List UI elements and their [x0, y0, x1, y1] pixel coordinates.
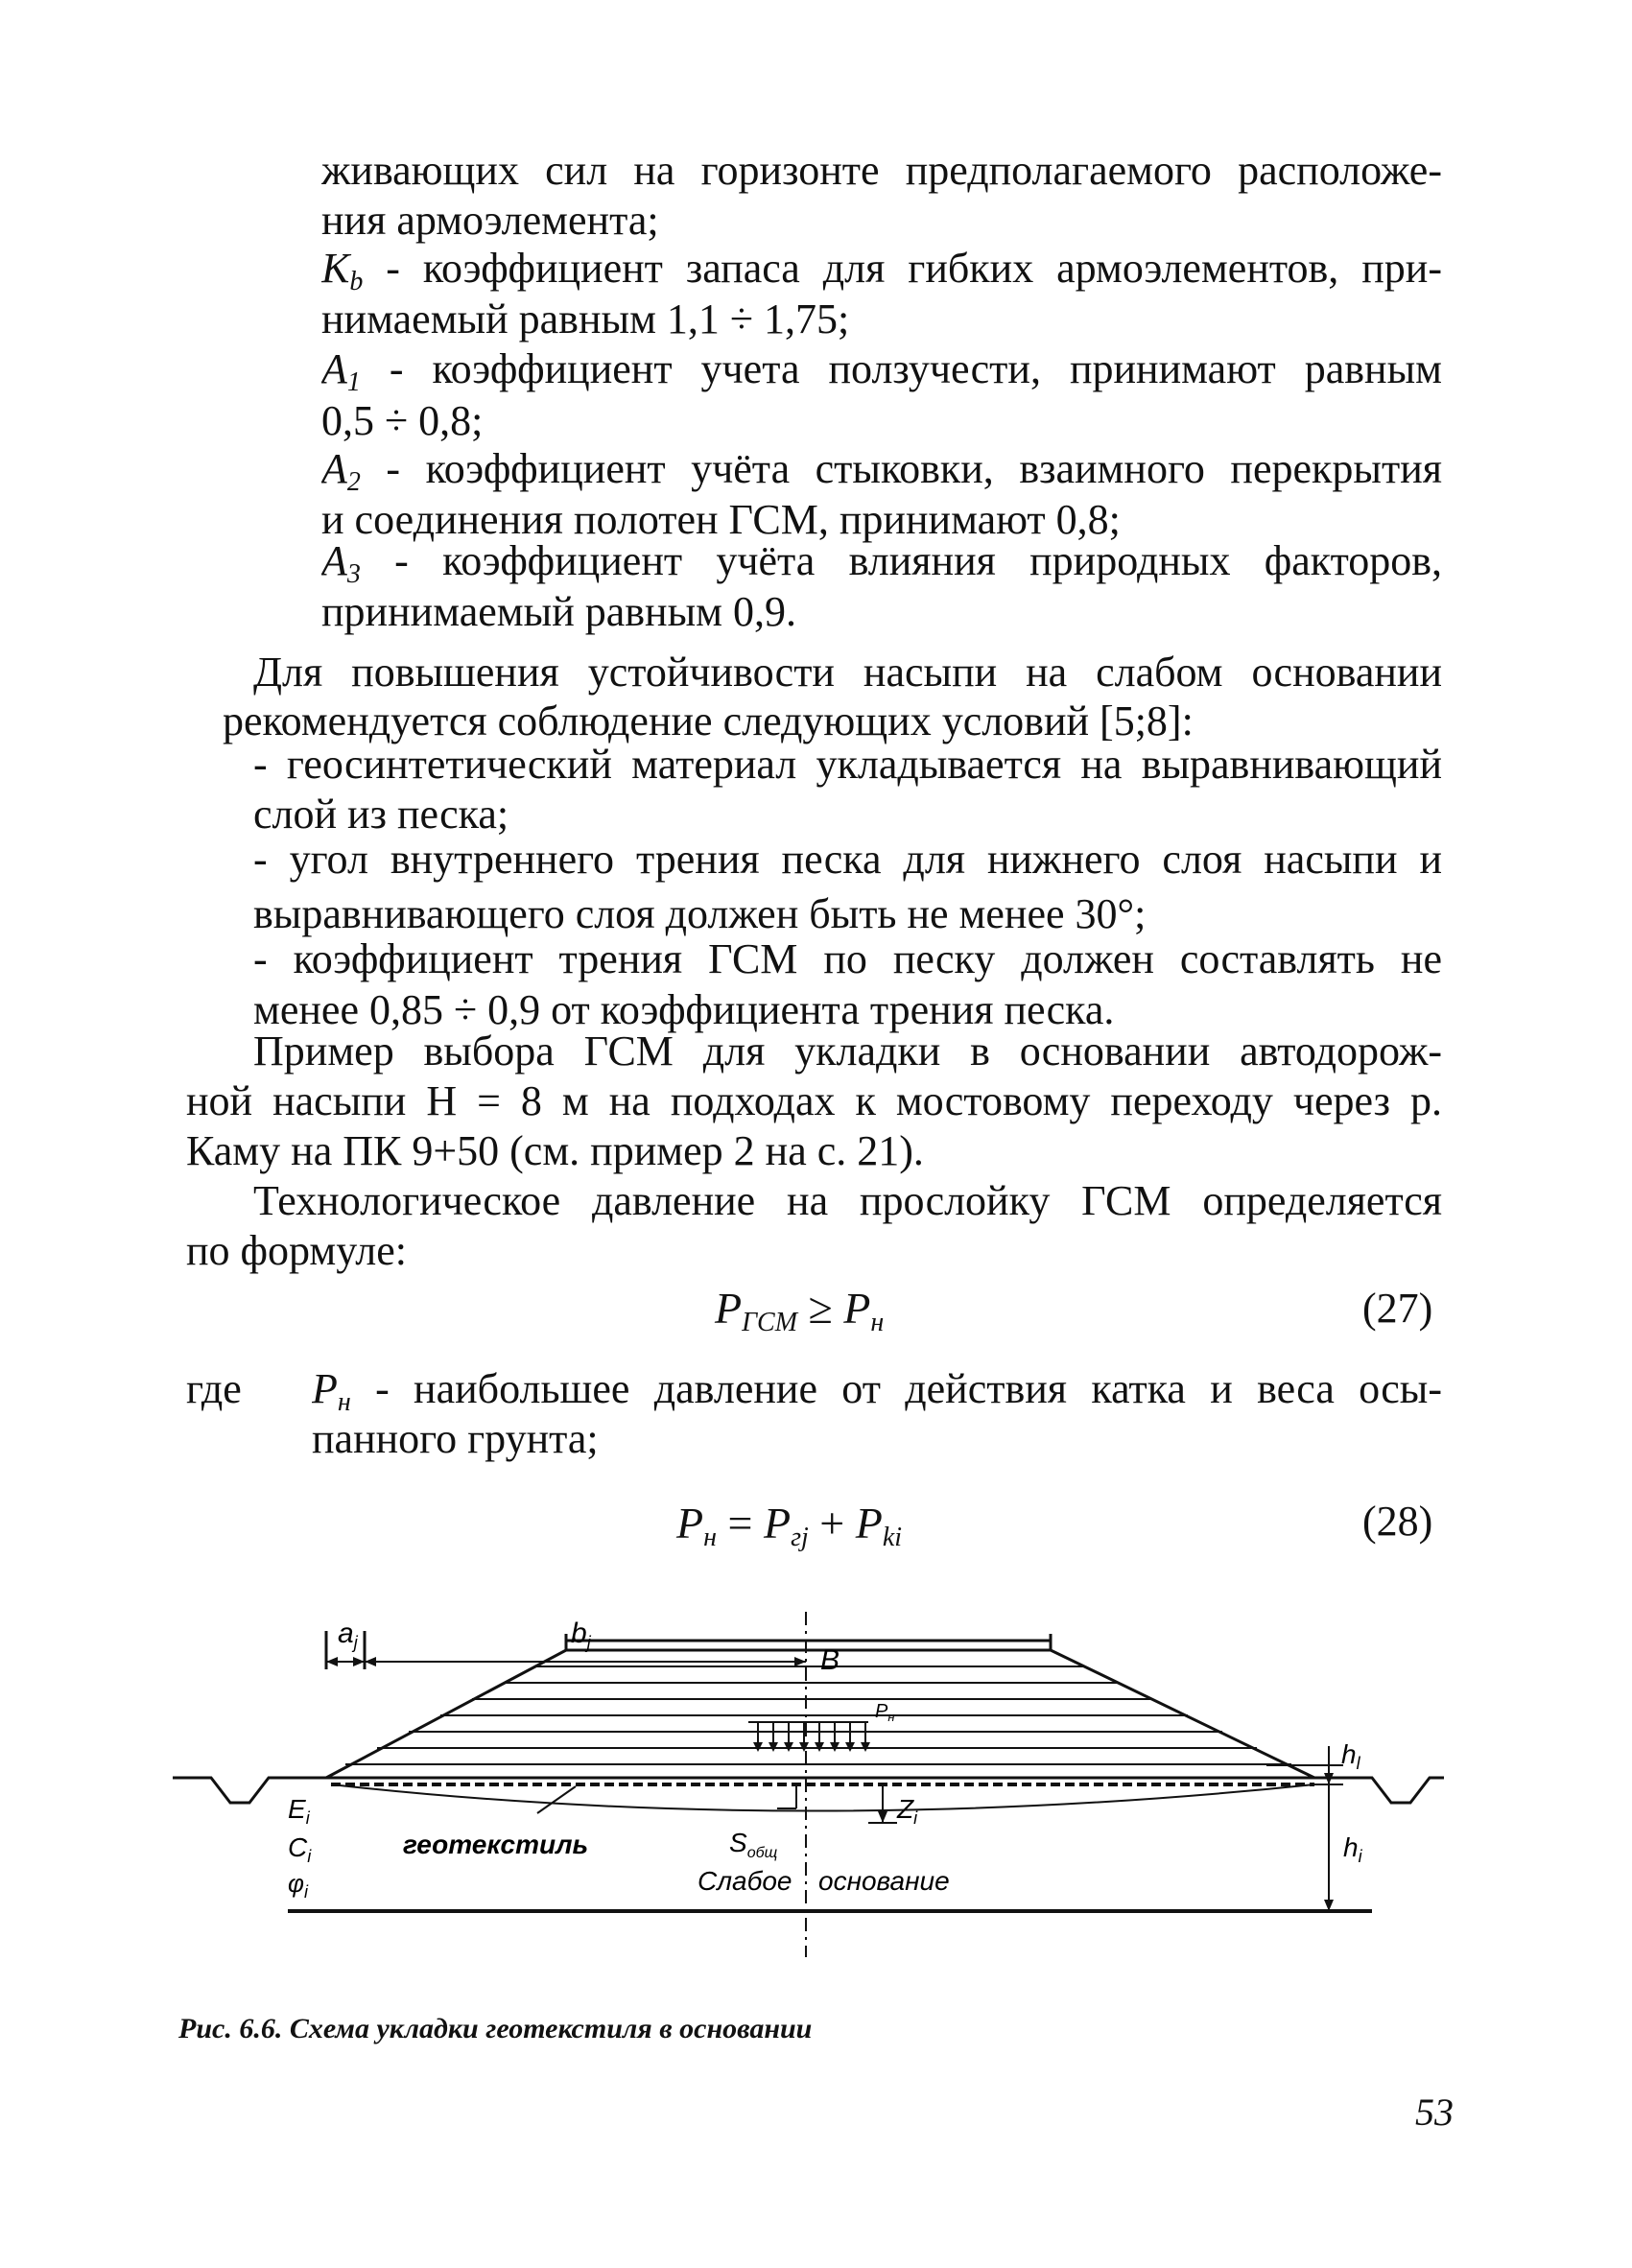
paragraph-line: Пример выбора ГСМ для укладки в основании автодорож-: [253, 1028, 1442, 1075]
where-definition: $P_н$ - наибольшее давление от действия катка и веса осы-: [312, 1365, 1442, 1414]
formula-28: $P_н = P_{гj} + P_{ki}$: [676, 1499, 903, 1552]
label-phi: $\varphi_i$: [288, 1869, 308, 1902]
label-B: B: [820, 1644, 840, 1676]
definition-a1-cont: 0,5 ÷ 0,8;: [321, 397, 484, 444]
equation-number: (28): [1362, 1498, 1433, 1545]
label-weak: Слабое: [698, 1866, 792, 1896]
label-Z: $Z_i$: [897, 1794, 918, 1828]
definition-a3: $A_3$ - коэффициент учёта влияния природных факторов,: [321, 537, 1442, 586]
label-hl: $h_l$: [1341, 1739, 1360, 1773]
page-number: 53: [1415, 2091, 1454, 2134]
paragraph-line: живающих сил на горизонте предполагаемого расположе-: [321, 147, 1442, 194]
label-C: $C_i$: [288, 1832, 312, 1866]
figure-caption: Рис. 6.6. Схема укладки геотекстиля в основании: [178, 2013, 813, 2044]
label-S: $S_{общ}$: [729, 1828, 778, 1861]
condition-line: - геосинтетический материал укладывается на выравнивающий: [253, 741, 1442, 788]
settlement-curve: [331, 1784, 1314, 1811]
paragraph-line: ной насыпи H = 8 м на подходах к мостовому переходу через р.: [186, 1077, 1442, 1124]
where-word: где: [186, 1365, 242, 1412]
condition-line: выравнивающего слоя должен быть не менее 30°;: [253, 890, 1147, 937]
formula-27: $P_{ГСМ} \ge P_н$: [715, 1284, 885, 1337]
condition-line: менее 0,85 ÷ 0,9 от коэффициента трения песка.: [253, 986, 1115, 1033]
paragraph-line: Для повышения устойчивости насыпи на слабом основании: [253, 649, 1442, 696]
paragraph-line: Технологическое давление на прослойку ГСМ определяется: [253, 1177, 1442, 1224]
label-geotextile: геотекстиль: [403, 1830, 589, 1859]
label-a: $a_j$: [338, 1618, 358, 1652]
label-b: $b_j$: [571, 1618, 591, 1652]
ground-line-right: [1314, 1778, 1444, 1803]
paragraph-line: ния армоэлемента;: [321, 197, 659, 244]
definition-kb: $K_b$ - коэффициент запаса для гибких армоэлементов, при-: [321, 245, 1442, 294]
label-E: $E_i$: [288, 1794, 310, 1828]
label-hi: $h_i$: [1343, 1832, 1362, 1866]
definition-a2: $A_2$ - коэффициент учёта стыковки, взаимного перекрытия: [321, 445, 1442, 494]
equation-number: (27): [1362, 1285, 1433, 1332]
definition-a3-cont: принимаемый равным 0,9.: [321, 588, 796, 635]
where-definition-cont: панного грунта;: [312, 1415, 599, 1462]
definition-a2-cont: и соединения полотен ГСМ, принимают 0,8;: [321, 496, 1121, 543]
condition-line: - угол внутреннего трения песка для нижнего слоя насыпи и: [253, 836, 1442, 883]
definition-a1: $A_1$ - коэффициент учета ползучести, принимают равным: [321, 345, 1442, 394]
condition-line: - коэффициент трения ГСМ по песку должен составлять не: [253, 935, 1442, 982]
paragraph-line: по формуле:: [186, 1227, 408, 1274]
definition-kb-cont: нимаемый равным 1,1 ÷ 1,75;: [321, 295, 850, 343]
condition-line: слой из песка;: [253, 791, 509, 838]
label-base: основание: [818, 1866, 950, 1896]
paragraph-line: Каму на ПК 9+50 (см. пример 2 на с. 21).: [186, 1127, 924, 1174]
label-P: $P_н$: [875, 1701, 895, 1724]
paragraph-line: рекомендуется соблюдение следующих условий [5;8]:: [223, 697, 1194, 744]
